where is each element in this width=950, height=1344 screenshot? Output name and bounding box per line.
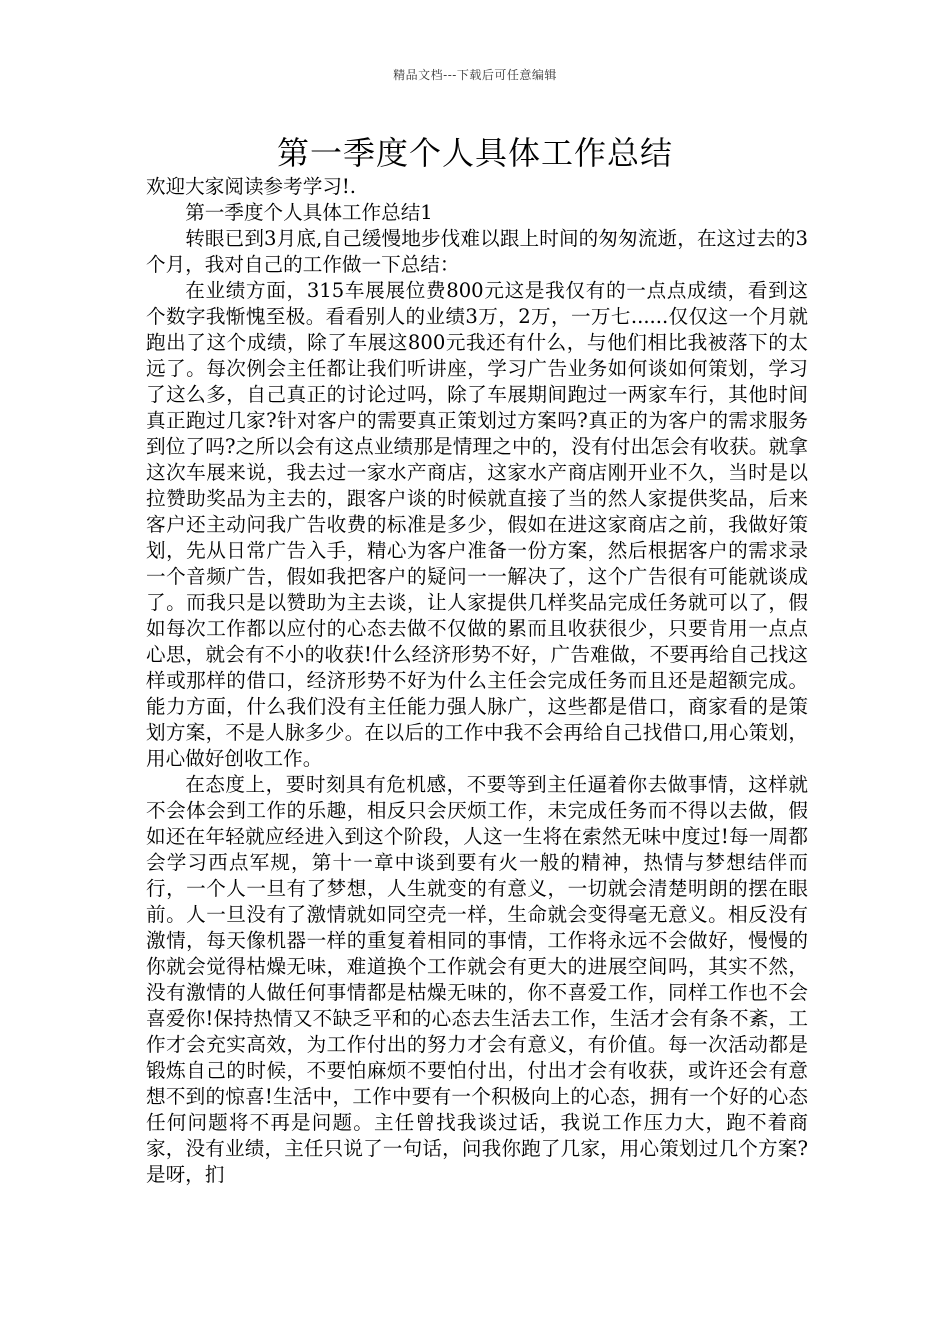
document-title: 第一季度个人具体工作总结 [276, 134, 673, 172]
paragraph-performance: 在业绩方面，315车展展位费800元这是我仅有的一点点成绩，看到这个数字我惭愧至极。看看别人的业绩3万，2万，一万七......仅仅这一个月就跑出了这个成绩，除了车展这800元我还有什么，与他们相比我被落下的太远了。每次例会主任都让我们听讲座，学习广告业务如何谈如何策划，学习了这么多，自己真正的讨论过吗，除了车展期间跑过一两家车行，其他时间真正跑过几家?针对客户的需要真正策划过方案吗?真正的为客户的需求服务到位了吗?之所以会有这点业绩那是情理之中的，没有付出怎会有收获。就拿这次车展来说，我去过一家水产商店，这家水产商店刚开业不久，当时是以拉赞助奖品为主去的，跟客户谈的时候就直接了当的然人家提供奖品，后来客户还主动问我广告收费的标准是多少，假如在进这家商店之前，我做好策划，先从日常广告入手，精心为客户准备一份方案，然后根据客户的需求录一个音频广告，假如我把客户的疑问一一解决了，这个广告很有可能就谈成了。而我只是以赞助为主去谈，让人家提供几样奖品完成任务就可以了，假如每次工作都以应付的心态去做不仅做的累而且收获很少，只要肯用一点点心思，就会有不小的收获!什么经济形势不好，广告难做，不要再给自己找这样或那样的借口，经济形势不好为什么主任会完成任务而且还是超额完成。能力方面，什么我们没有主任能力强人脉广，这些都是借口，商家看的是策划方案，不是人脉多少。在以后的工作中我不会再给自己找借口,用心策划，用心做好创收工作。 [146, 279, 808, 770]
intro-line: 欢迎大家阅读参考学习!. [146, 175, 357, 198]
document-body [146, 174, 808, 1188]
section-subtitle: 第一季度个人具体工作总结1 [185, 201, 433, 224]
paragraph-attitude: 在态度上，要时刻具有危机感，不要等到主任逼着你去做事情，这样就不会体会到工作的乐趣，相反只会厌烦工作，未完成任务而不得以去做，假如还在年轻就应经进入到这个阶段，人这一生将在索然无味中度过!每一周都会学习西点军规，第十一章中谈到要有火一般的精神，热情与梦想结伴而行，一个人一旦有了梦想，人生就变的有意义，一切就会清楚明朗的摆在眼前。人一旦没有了激情就如同空壳一样，生命就会变得毫无意义。相反没有激情，每天像机器一样的重复着相同的事情，工作将永远不会做好，慢慢的你就会觉得枯燥无味，难道换个工作就会有更大的进展空间吗，其实不然，没有激情的人做任何事情都是枯燥无味的，你不喜爱工作，同样工作也不会喜爱你!保持热情又不缺乏平和的心态去生活去工作，生活才会有条不紊，工作才会充实高效，为工作付出的努力才会有意义，有价值。每一次活动都是锻炼自己的时候，不要怕麻烦不要怕付出，付出才会有收获，或许还会有意想不到的惊喜!生活中，工作中要有一个积极向上的心态，拥有一个好的心态任何问题将不再是问题。主任曾找我谈过话，我说工作压力大，跑不着商家，没有业绩，主任只说了一句话，问我你跑了几家，用心策划过几个方案?是呀，扪 [146, 773, 808, 1186]
paragraph-opening: 转眼已到3月底,自己缓慢地步伐难以跟上时间的匆匆流逝，在这过去的3个月，我对自己的工作做一下总结： [146, 227, 808, 276]
header-note: 精品文档---下载后可任意编辑 [393, 68, 557, 82]
